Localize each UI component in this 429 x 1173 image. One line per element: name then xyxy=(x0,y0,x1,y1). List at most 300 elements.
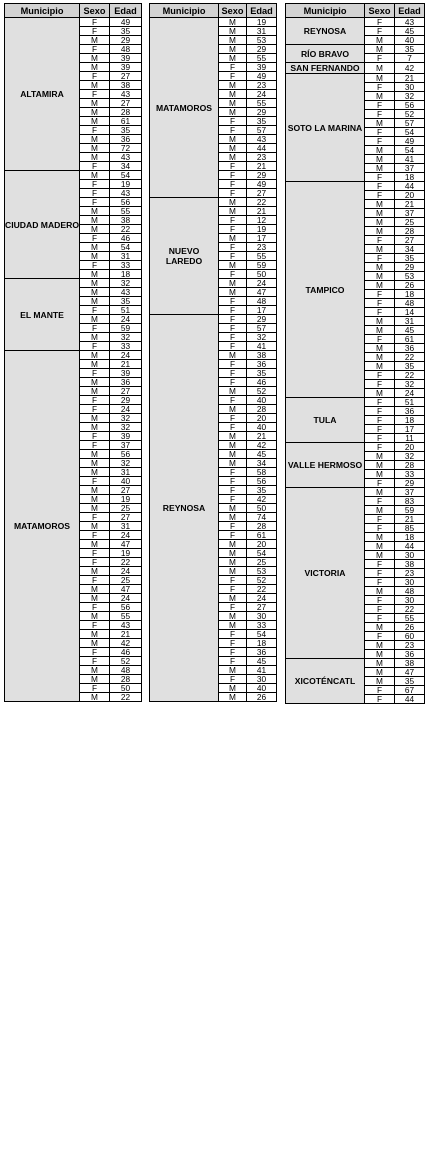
sexo-cell: F xyxy=(219,657,247,666)
data-table-2 xyxy=(149,3,277,702)
edad-cell: 54 xyxy=(110,243,142,252)
sexo-cell: M xyxy=(365,92,395,101)
edad-cell: 25 xyxy=(247,558,277,567)
edad-cell: 20 xyxy=(395,443,425,452)
edad-cell: 27 xyxy=(110,99,142,108)
sexo-cell: M xyxy=(80,288,110,297)
edad-cell: 29 xyxy=(247,171,277,180)
table-row xyxy=(286,63,425,74)
sexo-cell: F xyxy=(219,252,247,261)
edad-cell: 53 xyxy=(395,272,425,281)
sexo-cell: M xyxy=(80,675,110,684)
edad-cell: 30 xyxy=(395,551,425,560)
edad-cell: 35 xyxy=(247,486,277,495)
sexo-cell: F xyxy=(219,468,247,477)
edad-cell: 21 xyxy=(247,432,277,441)
edad-cell: 26 xyxy=(395,623,425,632)
edad-cell: 46 xyxy=(247,378,277,387)
sexo-cell: F xyxy=(365,299,395,308)
edad-cell: 37 xyxy=(110,441,142,450)
sexo-cell: F xyxy=(219,423,247,432)
table-row xyxy=(286,45,425,54)
sexo-cell: F xyxy=(219,369,247,378)
table-row xyxy=(5,279,142,288)
sexo-cell: M xyxy=(365,263,395,272)
municipio-cell: ALTAMIRA xyxy=(5,18,80,171)
edad-cell: 32 xyxy=(110,279,142,288)
sexo-cell: M xyxy=(80,63,110,72)
municipio-cell: XICOTÉNCATL xyxy=(286,659,365,704)
edad-cell: 31 xyxy=(110,522,142,531)
sexo-cell: M xyxy=(219,81,247,90)
table-row xyxy=(150,198,277,207)
sexo-cell: F xyxy=(80,549,110,558)
sexo-cell: M xyxy=(219,135,247,144)
sexo-cell: M xyxy=(80,522,110,531)
sexo-cell: F xyxy=(365,560,395,569)
edad-cell: 35 xyxy=(110,126,142,135)
edad-cell: 26 xyxy=(395,281,425,290)
edad-cell: 26 xyxy=(247,693,277,702)
edad-cell: 34 xyxy=(110,162,142,171)
edad-cell: 72 xyxy=(110,144,142,153)
edad-cell: 44 xyxy=(395,695,425,704)
edad-cell: 31 xyxy=(110,468,142,477)
edad-cell: 22 xyxy=(395,353,425,362)
edad-cell: 60 xyxy=(395,632,425,641)
edad-cell: 57 xyxy=(395,119,425,128)
edad-cell: 55 xyxy=(110,612,142,621)
sexo-cell: M xyxy=(365,488,395,497)
edad-cell: 45 xyxy=(247,657,277,666)
edad-cell: 55 xyxy=(247,99,277,108)
edad-cell: 29 xyxy=(395,479,425,488)
municipio-cell: REYNOSA xyxy=(150,315,219,702)
sexo-cell: F xyxy=(365,515,395,524)
edad-cell: 24 xyxy=(247,594,277,603)
edad-cell: 45 xyxy=(247,450,277,459)
sexo-cell: M xyxy=(80,252,110,261)
edad-cell: 33 xyxy=(110,261,142,270)
sexo-cell: F xyxy=(80,189,110,198)
sexo-cell: M xyxy=(219,459,247,468)
sexo-cell: M xyxy=(80,378,110,387)
sexo-cell: F xyxy=(80,396,110,405)
sexo-cell: M xyxy=(80,567,110,576)
edad-cell: 51 xyxy=(395,398,425,407)
sexo-cell: M xyxy=(80,630,110,639)
edad-cell: 42 xyxy=(247,495,277,504)
sexo-cell: M xyxy=(365,227,395,236)
edad-cell: 53 xyxy=(247,567,277,576)
edad-cell: 49 xyxy=(247,72,277,81)
header-municipio: Municipio xyxy=(150,4,219,18)
sexo-cell: F xyxy=(219,117,247,126)
sexo-cell: F xyxy=(219,495,247,504)
edad-cell: 54 xyxy=(395,146,425,155)
sexo-cell: M xyxy=(219,558,247,567)
edad-cell: 24 xyxy=(110,405,142,414)
edad-cell: 30 xyxy=(395,83,425,92)
table-row xyxy=(286,182,425,191)
municipio-cell: VALLE HERMOSO xyxy=(286,443,365,488)
municipio-cell: SAN FERNANDO xyxy=(286,63,365,74)
edad-cell: 32 xyxy=(110,459,142,468)
edad-cell: 31 xyxy=(247,27,277,36)
sexo-cell: M xyxy=(365,272,395,281)
sexo-cell: M xyxy=(365,353,395,362)
sexo-cell: M xyxy=(219,198,247,207)
sexo-cell: F xyxy=(365,54,395,63)
edad-cell: 19 xyxy=(110,495,142,504)
sexo-cell: F xyxy=(365,290,395,299)
sexo-cell: M xyxy=(80,333,110,342)
sexo-cell: M xyxy=(80,54,110,63)
edad-cell: 48 xyxy=(110,666,142,675)
edad-cell: 27 xyxy=(395,236,425,245)
edad-cell: 41 xyxy=(395,155,425,164)
edad-cell: 49 xyxy=(110,18,142,27)
edad-cell: 45 xyxy=(395,27,425,36)
edad-cell: 27 xyxy=(247,603,277,612)
edad-cell: 41 xyxy=(247,666,277,675)
sexo-cell: M xyxy=(365,533,395,542)
edad-cell: 59 xyxy=(110,324,142,333)
edad-cell: 35 xyxy=(395,362,425,371)
sexo-cell: M xyxy=(365,281,395,290)
edad-cell: 43 xyxy=(247,135,277,144)
sexo-cell: F xyxy=(365,18,395,27)
edad-cell: 29 xyxy=(110,396,142,405)
edad-cell: 36 xyxy=(247,648,277,657)
sexo-cell: F xyxy=(80,342,110,351)
sexo-cell: M xyxy=(365,461,395,470)
municipio-cell: SOTO LA MARINA xyxy=(286,74,365,182)
sexo-cell: F xyxy=(80,306,110,315)
edad-cell: 50 xyxy=(247,504,277,513)
edad-cell: 55 xyxy=(247,252,277,261)
sexo-cell: M xyxy=(365,362,395,371)
data-table-3 xyxy=(285,3,425,704)
edad-cell: 38 xyxy=(110,216,142,225)
sexo-cell: F xyxy=(80,603,110,612)
sexo-cell: M xyxy=(80,351,110,360)
sexo-cell: F xyxy=(80,477,110,486)
sexo-cell: F xyxy=(219,486,247,495)
sexo-cell: M xyxy=(365,668,395,677)
sexo-cell: M xyxy=(219,99,247,108)
sexo-cell: M xyxy=(365,542,395,551)
sexo-cell: F xyxy=(80,369,110,378)
sexo-cell: F xyxy=(219,189,247,198)
sexo-cell: M xyxy=(219,18,247,27)
edad-cell: 29 xyxy=(110,36,142,45)
edad-cell: 24 xyxy=(110,567,142,576)
edad-cell: 55 xyxy=(247,54,277,63)
sexo-cell: M xyxy=(365,551,395,560)
sexo-cell: F xyxy=(80,72,110,81)
edad-cell: 25 xyxy=(110,504,142,513)
edad-cell: 21 xyxy=(247,207,277,216)
sexo-cell: M xyxy=(219,108,247,117)
edad-cell: 39 xyxy=(110,369,142,378)
sexo-cell: M xyxy=(80,360,110,369)
sexo-cell: F xyxy=(80,198,110,207)
table-row xyxy=(150,315,277,324)
sexo-cell: M xyxy=(80,414,110,423)
edad-cell: 21 xyxy=(395,515,425,524)
sexo-cell: M xyxy=(80,459,110,468)
sexo-cell: M xyxy=(365,641,395,650)
edad-cell: 48 xyxy=(395,299,425,308)
sexo-cell: M xyxy=(365,470,395,479)
edad-cell: 33 xyxy=(395,470,425,479)
edad-cell: 19 xyxy=(247,225,277,234)
edad-cell: 17 xyxy=(247,234,277,243)
sexo-cell: F xyxy=(219,126,247,135)
edad-cell: 22 xyxy=(110,558,142,567)
edad-cell: 36 xyxy=(395,407,425,416)
edad-cell: 23 xyxy=(247,243,277,252)
sexo-cell: F xyxy=(219,576,247,585)
sexo-cell: M xyxy=(80,468,110,477)
edad-cell: 44 xyxy=(395,182,425,191)
sexo-cell: F xyxy=(80,405,110,414)
edad-cell: 48 xyxy=(247,297,277,306)
edad-cell: 32 xyxy=(247,333,277,342)
edad-cell: 12 xyxy=(247,216,277,225)
edad-cell: 28 xyxy=(247,405,277,414)
sexo-cell: F xyxy=(219,216,247,225)
sexo-cell: F xyxy=(365,128,395,137)
sexo-cell: M xyxy=(219,27,247,36)
sexo-cell: F xyxy=(219,648,247,657)
sexo-cell: M xyxy=(365,623,395,632)
sexo-cell: M xyxy=(219,432,247,441)
sexo-cell: F xyxy=(219,585,247,594)
sexo-cell: M xyxy=(219,504,247,513)
edad-cell: 29 xyxy=(247,108,277,117)
edad-cell: 25 xyxy=(395,218,425,227)
sexo-cell: F xyxy=(80,558,110,567)
sexo-cell: F xyxy=(365,578,395,587)
sexo-cell: M xyxy=(219,36,247,45)
edad-cell: 46 xyxy=(110,234,142,243)
edad-cell: 49 xyxy=(395,137,425,146)
data-table-1 xyxy=(4,3,142,702)
edad-cell: 43 xyxy=(110,621,142,630)
sexo-cell: M xyxy=(219,693,247,702)
edad-cell: 42 xyxy=(395,63,425,74)
edad-cell: 43 xyxy=(110,90,142,99)
sexo-cell: F xyxy=(365,182,395,191)
table-row xyxy=(286,659,425,668)
edad-cell: 24 xyxy=(110,531,142,540)
edad-cell: 28 xyxy=(395,227,425,236)
edad-cell: 21 xyxy=(395,74,425,83)
table-row xyxy=(286,488,425,497)
sexo-cell: M xyxy=(219,513,247,522)
header-sexo: Sexo xyxy=(365,4,395,18)
edad-cell: 48 xyxy=(395,587,425,596)
sexo-cell: F xyxy=(219,522,247,531)
sexo-cell: F xyxy=(219,180,247,189)
sexo-cell: M xyxy=(219,261,247,270)
sexo-cell: M xyxy=(80,504,110,513)
edad-cell: 39 xyxy=(110,432,142,441)
sexo-cell: F xyxy=(365,524,395,533)
edad-cell: 35 xyxy=(395,254,425,263)
edad-cell: 18 xyxy=(247,639,277,648)
sexo-cell: F xyxy=(365,191,395,200)
sexo-cell: M xyxy=(365,63,395,74)
sexo-cell: F xyxy=(219,414,247,423)
sexo-cell: M xyxy=(219,666,247,675)
edad-cell: 35 xyxy=(247,369,277,378)
sexo-cell: M xyxy=(219,684,247,693)
edad-cell: 21 xyxy=(247,162,277,171)
sexo-cell: M xyxy=(365,146,395,155)
sexo-cell: F xyxy=(365,686,395,695)
edad-cell: 56 xyxy=(110,450,142,459)
edad-cell: 31 xyxy=(395,317,425,326)
edad-cell: 53 xyxy=(247,36,277,45)
edad-cell: 19 xyxy=(110,180,142,189)
edad-cell: 32 xyxy=(110,414,142,423)
edad-cell: 18 xyxy=(395,290,425,299)
sexo-cell: M xyxy=(365,218,395,227)
edad-cell: 55 xyxy=(395,614,425,623)
table-row xyxy=(5,18,142,27)
edad-cell: 37 xyxy=(395,488,425,497)
edad-cell: 45 xyxy=(395,326,425,335)
edad-cell: 56 xyxy=(247,477,277,486)
edad-cell: 23 xyxy=(247,81,277,90)
sexo-cell: F xyxy=(80,27,110,36)
edad-cell: 24 xyxy=(395,389,425,398)
sexo-cell: F xyxy=(80,90,110,99)
sexo-cell: M xyxy=(80,81,110,90)
sexo-cell: F xyxy=(219,171,247,180)
edad-cell: 47 xyxy=(395,668,425,677)
sexo-cell: F xyxy=(80,18,110,27)
sexo-cell: M xyxy=(80,243,110,252)
edad-cell: 17 xyxy=(247,306,277,315)
edad-cell: 40 xyxy=(395,36,425,45)
edad-cell: 28 xyxy=(110,108,142,117)
header-edad: Edad xyxy=(247,4,277,18)
edad-cell: 52 xyxy=(247,576,277,585)
sexo-cell: F xyxy=(80,648,110,657)
sexo-cell: F xyxy=(365,479,395,488)
edad-cell: 18 xyxy=(395,533,425,542)
edad-cell: 27 xyxy=(110,387,142,396)
edad-cell: 38 xyxy=(395,659,425,668)
municipio-cell: EL MANTE xyxy=(5,279,80,351)
sexo-cell: F xyxy=(219,333,247,342)
edad-cell: 11 xyxy=(395,434,425,443)
sexo-cell: M xyxy=(80,117,110,126)
edad-cell: 32 xyxy=(110,423,142,432)
edad-cell: 35 xyxy=(395,45,425,54)
sexo-cell: F xyxy=(219,306,247,315)
sexo-cell: F xyxy=(219,270,247,279)
sexo-cell: M xyxy=(80,639,110,648)
sexo-cell: M xyxy=(219,351,247,360)
edad-cell: 44 xyxy=(247,144,277,153)
edad-cell: 30 xyxy=(247,612,277,621)
edad-cell: 61 xyxy=(247,531,277,540)
edad-cell: 52 xyxy=(395,110,425,119)
sexo-cell: F xyxy=(365,101,395,110)
sexo-cell: F xyxy=(365,416,395,425)
edad-cell: 32 xyxy=(395,380,425,389)
sexo-cell: M xyxy=(80,315,110,324)
sexo-cell: F xyxy=(80,126,110,135)
sexo-cell: F xyxy=(365,425,395,434)
sexo-cell: F xyxy=(365,236,395,245)
edad-cell: 32 xyxy=(395,452,425,461)
edad-cell: 47 xyxy=(110,540,142,549)
edad-cell: 22 xyxy=(110,693,142,702)
edad-cell: 42 xyxy=(247,441,277,450)
sexo-cell: M xyxy=(80,540,110,549)
edad-cell: 29 xyxy=(395,263,425,272)
edad-cell: 28 xyxy=(395,461,425,470)
header-sexo: Sexo xyxy=(80,4,110,18)
sexo-cell: F xyxy=(80,261,110,270)
edad-cell: 7 xyxy=(395,54,425,63)
municipio-cell: REYNOSA xyxy=(286,18,365,45)
sexo-cell: M xyxy=(80,108,110,117)
sexo-cell: F xyxy=(80,180,110,189)
edad-cell: 36 xyxy=(395,344,425,353)
edad-cell: 49 xyxy=(247,180,277,189)
sexo-cell: F xyxy=(219,162,247,171)
sexo-cell: F xyxy=(365,596,395,605)
sexo-cell: M xyxy=(365,155,395,164)
sexo-cell: M xyxy=(219,405,247,414)
edad-cell: 39 xyxy=(247,63,277,72)
edad-cell: 29 xyxy=(247,315,277,324)
edad-cell: 40 xyxy=(247,423,277,432)
table-row xyxy=(5,171,142,180)
sexo-cell: F xyxy=(365,27,395,36)
edad-cell: 36 xyxy=(110,135,142,144)
sexo-cell: M xyxy=(365,45,395,54)
edad-cell: 59 xyxy=(247,261,277,270)
municipio-cell: VICTORIA xyxy=(286,488,365,659)
edad-cell: 47 xyxy=(247,288,277,297)
edad-cell: 14 xyxy=(395,308,425,317)
sexo-cell: F xyxy=(80,621,110,630)
table-row xyxy=(286,398,425,407)
sexo-cell: M xyxy=(219,612,247,621)
sexo-cell: F xyxy=(365,173,395,182)
municipio-cell: CIUDAD MADERO xyxy=(5,171,80,279)
edad-cell: 41 xyxy=(247,342,277,351)
sexo-cell: M xyxy=(219,540,247,549)
edad-cell: 21 xyxy=(395,200,425,209)
sexo-cell: F xyxy=(219,477,247,486)
sexo-cell: M xyxy=(365,677,395,686)
sexo-cell: F xyxy=(219,315,247,324)
sexo-cell: M xyxy=(80,171,110,180)
edad-cell: 25 xyxy=(110,576,142,585)
edad-cell: 39 xyxy=(110,54,142,63)
sexo-cell: F xyxy=(80,531,110,540)
edad-cell: 27 xyxy=(247,189,277,198)
